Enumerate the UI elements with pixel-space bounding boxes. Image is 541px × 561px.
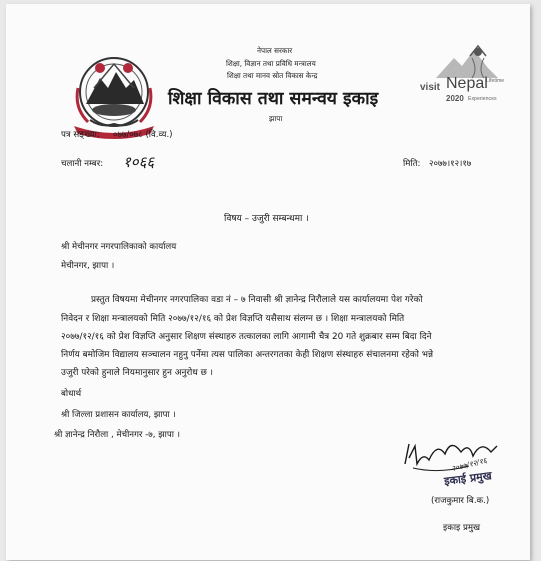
signatory-designation: इकाइ प्रमुख [443, 523, 481, 533]
header-line-3: शिक्षा तथा मानव स्रोत विकास केन्द्र [227, 71, 318, 80]
visit-nepal-logo [412, 44, 514, 106]
nepal-word: Nepal [446, 75, 488, 92]
chalani-value: १०६६ [123, 153, 155, 171]
unit-head-stamp: इकाई प्रमुख [443, 469, 493, 488]
office-location: झापा [269, 114, 283, 123]
body-line-5: उजुरी परेको हुनाले नियमानुसार हुन अनुरोध छ । [61, 368, 214, 378]
nepal-emblem-icon [64, 48, 164, 140]
signatory-name: (राजकुमार बि.क.) [431, 496, 490, 506]
addressee-line-2: मेचीनगर, झापा । [61, 261, 115, 271]
tagline-top: Lifetime [486, 78, 505, 84]
signature-date: २०७७/१२/१६ [450, 455, 488, 474]
body-line-3: २०७७/१२/१६ को प्रेश विज्ञप्ति अनुसार शिक्षण संस्थाहरु तत्कालका लागि आगामी चैत्र 20 गते शुक्रबार सम्म बिदा दिने [61, 332, 432, 342]
office-title: शिक्षा विकास तथा समन्वय इकाइ [168, 89, 379, 109]
cc-line-1: श्री जिल्ला प्रशासन कार्यालय, झापा । [61, 410, 176, 420]
date-value: २०७७।१२।१७ [429, 159, 472, 169]
cc-line-2: श्री ज्ञानेन्द्र निरौला , मेचीनगर -७, झापा । [54, 430, 181, 440]
letter-page [6, 4, 530, 560]
patra-label: पत्र सङ्ख्या: [61, 130, 100, 140]
subject-line: विषय – उजुरी सम्बन्धमा । [224, 214, 309, 224]
header-line-2: शिक्षा, विज्ञान तथा प्रविधि मन्त्रालय [226, 59, 316, 68]
body-line-2: निवेदन र शिक्षा मन्त्रालयको मिति २०७७/१२/१६ को प्रेश विज्ञप्ति यसैसाथ संलग्न छ । शिक्षा मन्त्रालयको मिति [61, 314, 405, 324]
body-line-1: प्रस्तुत विषयमा मेचीनगर नगरपालिका वडा नं – ७ निवासी श्री ज्ञानेन्द्र निरौलाले यस कार्यालयमा पेश गरेको [91, 295, 423, 305]
cc-heading: बोधार्थ [61, 389, 82, 399]
visit-word: visit [420, 82, 441, 93]
tagline-bottom: Experiences [468, 96, 497, 102]
patra-value: ०७७/०७८ (वि.व्य.) [113, 130, 173, 140]
date-label: मिति: [403, 159, 421, 169]
year-2020: 2020 [446, 94, 464, 103]
body-line-4: निर्णय बमोजिम विद्यालय सञ्चालन नहुनु पर्नेमा त्यस पालिका अन्तरगतका केही शिक्षण संस्थाहरु संचालनमा रहेको भन्ने [61, 350, 434, 360]
addressee-line-1: श्री मेचीनगर नगरपालिकाको कार्यालय [61, 242, 177, 252]
header-line-1: नेपाल सरकार [257, 46, 293, 55]
chalani-label: चलानी नम्बर: [61, 159, 104, 169]
